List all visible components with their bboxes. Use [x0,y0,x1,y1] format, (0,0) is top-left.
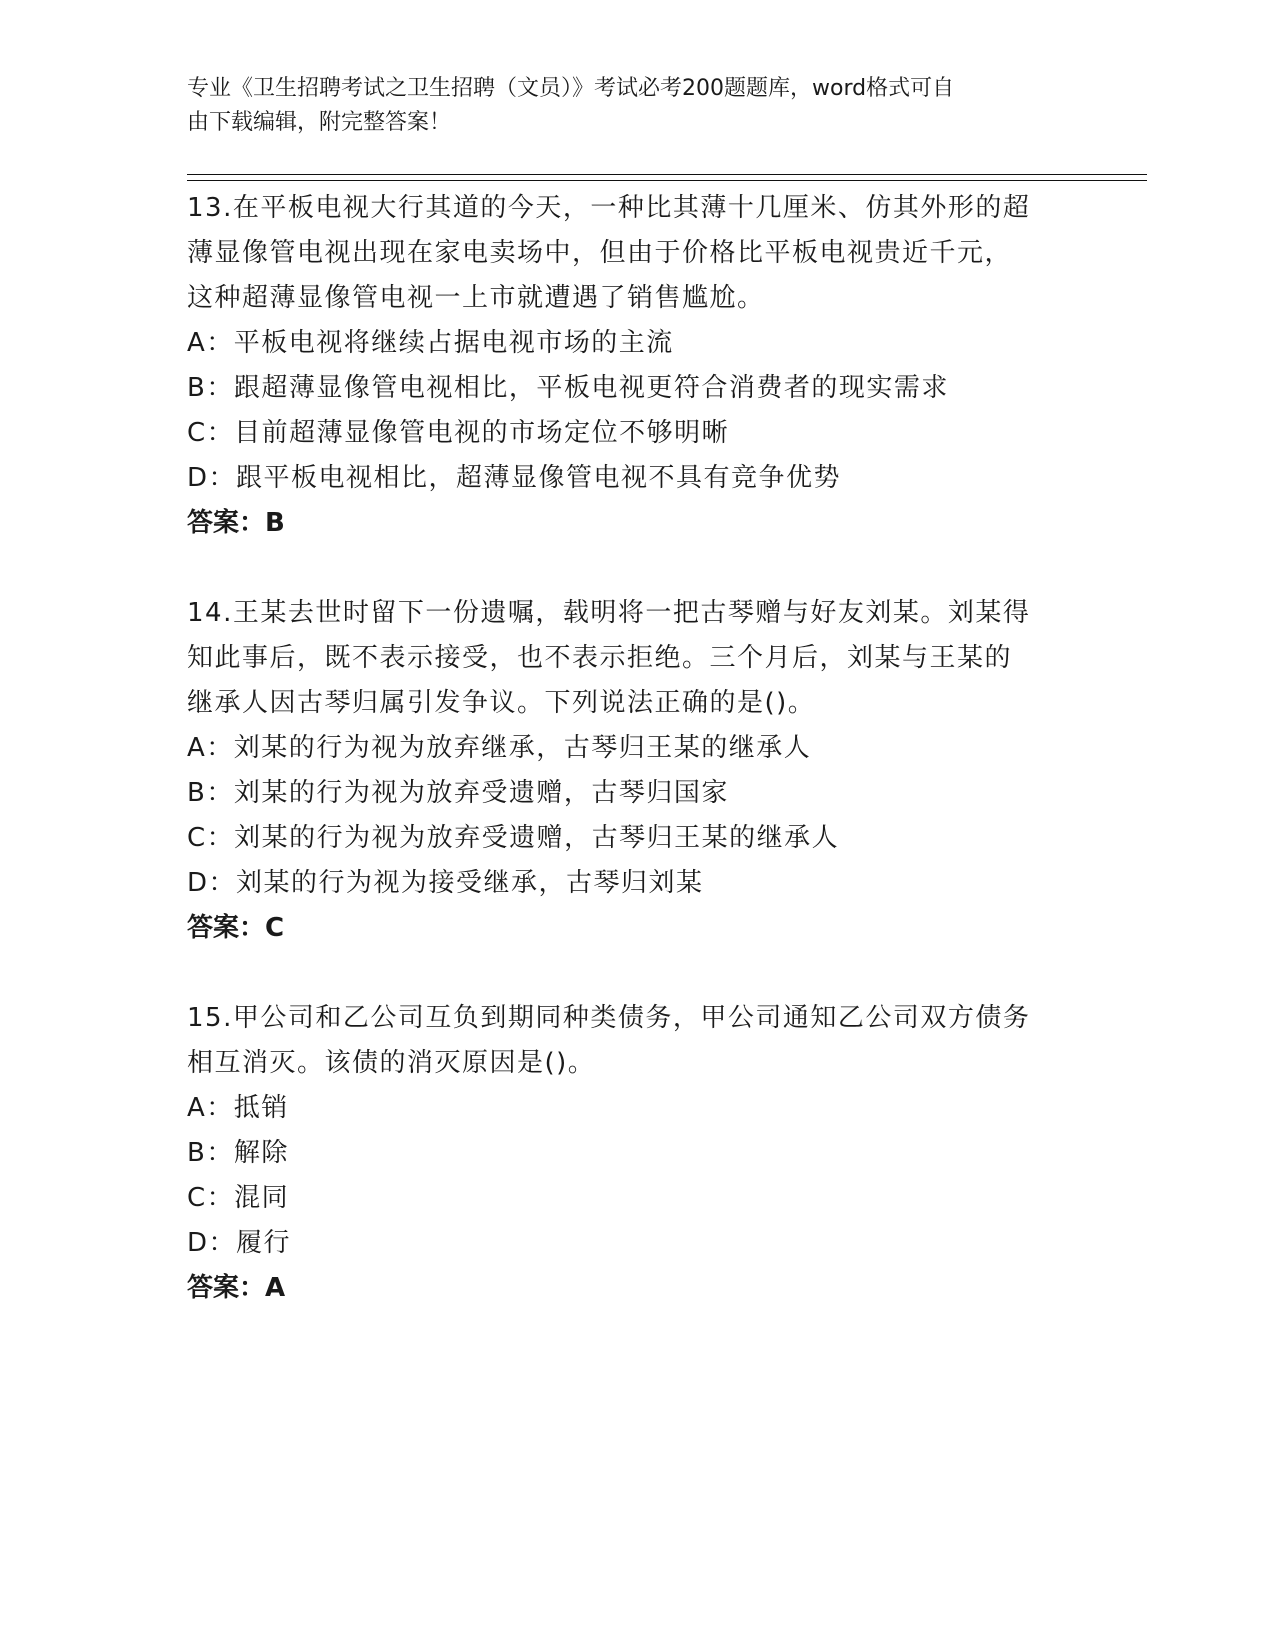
question-14 [187,591,1087,951]
option-d: D：履行 [187,1228,292,1258]
option-c: C：目前超薄显像管电视的市场定位不够明晰 [187,418,730,448]
answer: 答案：B [187,508,285,538]
question-stem: 知此事后，既不表示接受，也不表示拒绝。三个月后，刘某与王某的 [187,643,1013,673]
option-a: A：刘某的行为视为放弃继承，古琴归王某的继承人 [187,733,812,763]
header-divider-top [187,174,1147,175]
question-spacer [187,951,1087,996]
answer: 答案：A [187,1273,286,1303]
question-spacer [187,546,1087,591]
header-divider-bottom [187,180,1147,181]
option-c: C：刘某的行为视为放弃受遗赠，古琴归王某的继承人 [187,823,840,853]
option-a: A：抵销 [187,1093,289,1123]
question-list [187,186,1087,1311]
option-d: D：刘某的行为视为接受继承，古琴归刘某 [187,868,704,898]
question-stem: 14.王某去世时留下一份遗嘱，载明将一把古琴赠与好友刘某。刘某得 [187,598,1031,628]
question-stem: 继承人因古琴归属引发争议。下列说法正确的是()。 [187,688,816,718]
option-d: D：跟平板电视相比，超薄显像管电视不具有竞争优势 [187,463,842,493]
header-line-1: 专业《卫生招聘考试之卫生招聘（文员）》考试必考200题题库，word格式可自 [187,76,955,101]
header-line-2: 由下载编辑，附完整答案！ [187,110,452,135]
option-b: B：跟超薄显像管电视相比，平板电视更符合消费者的现实需求 [187,373,949,403]
question-stem: 这种超薄显像管电视一上市就遭遇了销售尴尬。 [187,283,765,313]
option-c: C：混同 [187,1183,290,1213]
question-stem: 15.甲公司和乙公司互负到期同种类债务，甲公司通知乙公司双方债务 [187,1003,1031,1033]
answer: 答案：C [187,913,285,943]
document-header [187,72,1067,140]
question-stem: 13.在平板电视大行其道的今天，一种比其薄十几厘米、仿其外形的超 [187,193,1031,223]
question-13 [187,186,1087,546]
option-a: A：平板电视将继续占据电视市场的主流 [187,328,674,358]
option-b: B：解除 [187,1138,289,1168]
question-stem: 薄显像管电视出现在家电卖场中，但由于价格比平板电视贵近千元， [187,238,1013,268]
question-15 [187,996,1087,1311]
option-b: B：刘某的行为视为放弃受遗赠，古琴归国家 [187,778,729,808]
question-stem: 相互消灭。该债的消灭原因是()。 [187,1048,596,1078]
